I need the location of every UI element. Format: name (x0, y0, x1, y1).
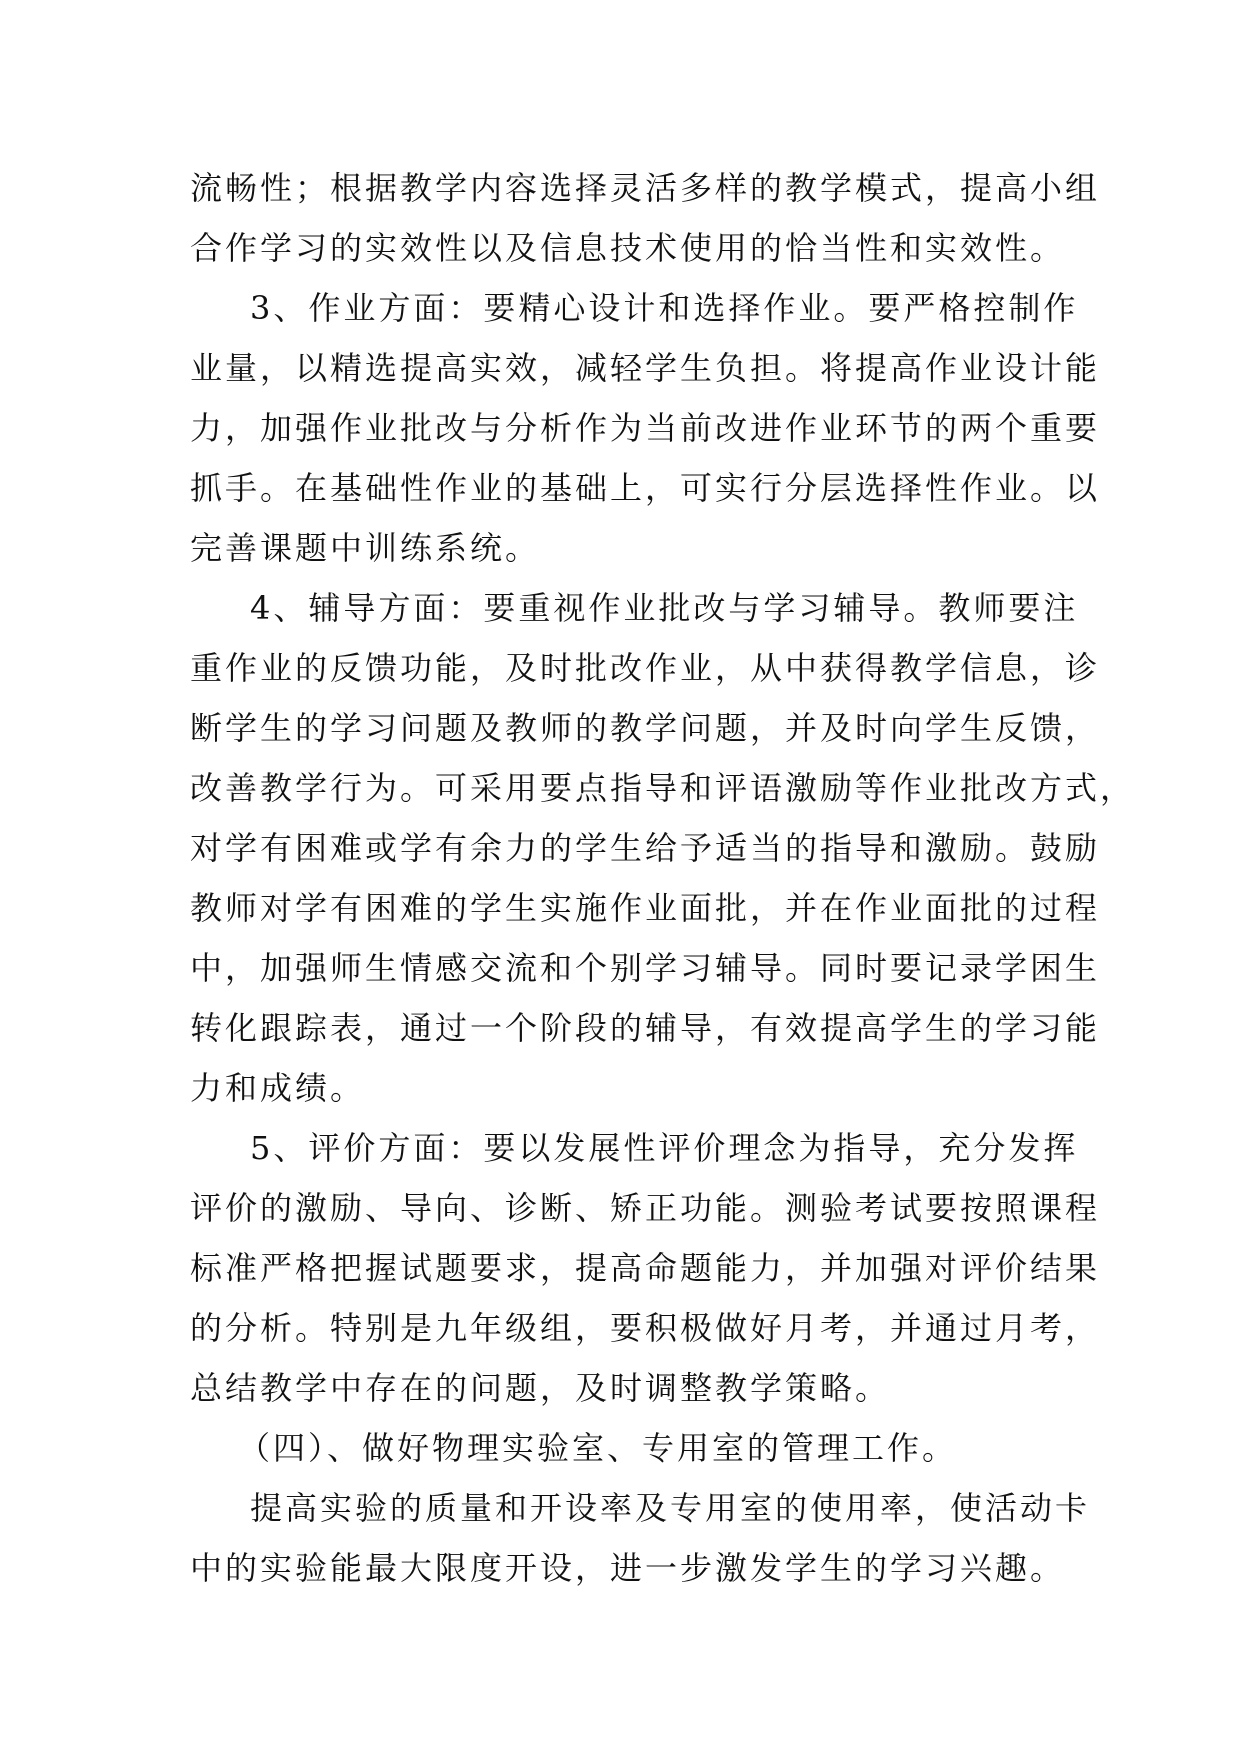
text-line: 力和成绩。 (190, 1069, 366, 1107)
text-line: 的分析。特别是九年级组，要积极做好月考，并通过月考， (190, 1309, 1101, 1347)
paragraph-start-tutoring: 4、辅导方面：要重视作业批改与学习辅导。教师要注 (250, 589, 1079, 627)
paragraph-start-homework: 3、作业方面：要精心设计和选择作业。要严格控制作 (250, 289, 1079, 327)
section-heading: （四）、做好物理实验室、专用室的管理工作。 (238, 1429, 958, 1467)
text-line: 中，加强师生情感交流和个别学习辅导。同时要记录学困生 (190, 949, 1101, 987)
text-line: 业量，以精选提高实效，减轻学生负担。将提高作业设计能 (190, 349, 1101, 387)
paragraph-start-evaluation: 5、评价方面：要以发展性评价理念为指导，充分发挥 (250, 1129, 1079, 1167)
document-body (190, 158, 1136, 1598)
text-line: 对学有困难或学有余力的学生给予适当的指导和激励。鼓励 (190, 829, 1101, 867)
text-line: 评价的激励、导向、诊断、矫正功能。测验考试要按照课程 (190, 1189, 1101, 1227)
text-line: 总结教学中存在的问题，及时调整教学策略。 (190, 1369, 891, 1407)
text-line: 教师对学有困难的学生实施作业面批，并在作业面批的过程 (190, 889, 1101, 927)
text-line: 标准严格把握试题要求，提高命题能力，并加强对评价结果 (190, 1249, 1101, 1287)
text-line: 力，加强作业批改与分析作为当前改进作业环节的两个重要 (190, 409, 1101, 447)
text-line: 转化跟踪表，通过一个阶段的辅导，有效提高学生的学习能 (190, 1009, 1101, 1047)
text-line: 改善教学行为。可采用要点指导和评语激励等作业批改方式， (190, 769, 1136, 807)
text-line: 完善课题中训练系统。 (190, 529, 541, 567)
text-line: 断学生的学习问题及教师的教学问题，并及时向学生反馈， (190, 709, 1101, 747)
text-line: 流畅性；根据教学内容选择灵活多样的教学模式，提高小组 (190, 169, 1101, 207)
text-line: 重作业的反馈功能，及时批改作业，从中获得教学信息，诊 (190, 649, 1101, 687)
paragraph-start-lab: 提高实验的质量和开设率及专用室的使用率，使活动卡 (250, 1489, 1091, 1527)
text-line: 中的实验能最大限度开设，进一步激发学生的学习兴趣。 (190, 1549, 1066, 1587)
text-line: 抓手。在基础性作业的基础上，可实行分层选择性作业。以 (190, 469, 1101, 507)
text-line: 合作学习的实效性以及信息技术使用的恰当性和实效性。 (190, 229, 1066, 267)
